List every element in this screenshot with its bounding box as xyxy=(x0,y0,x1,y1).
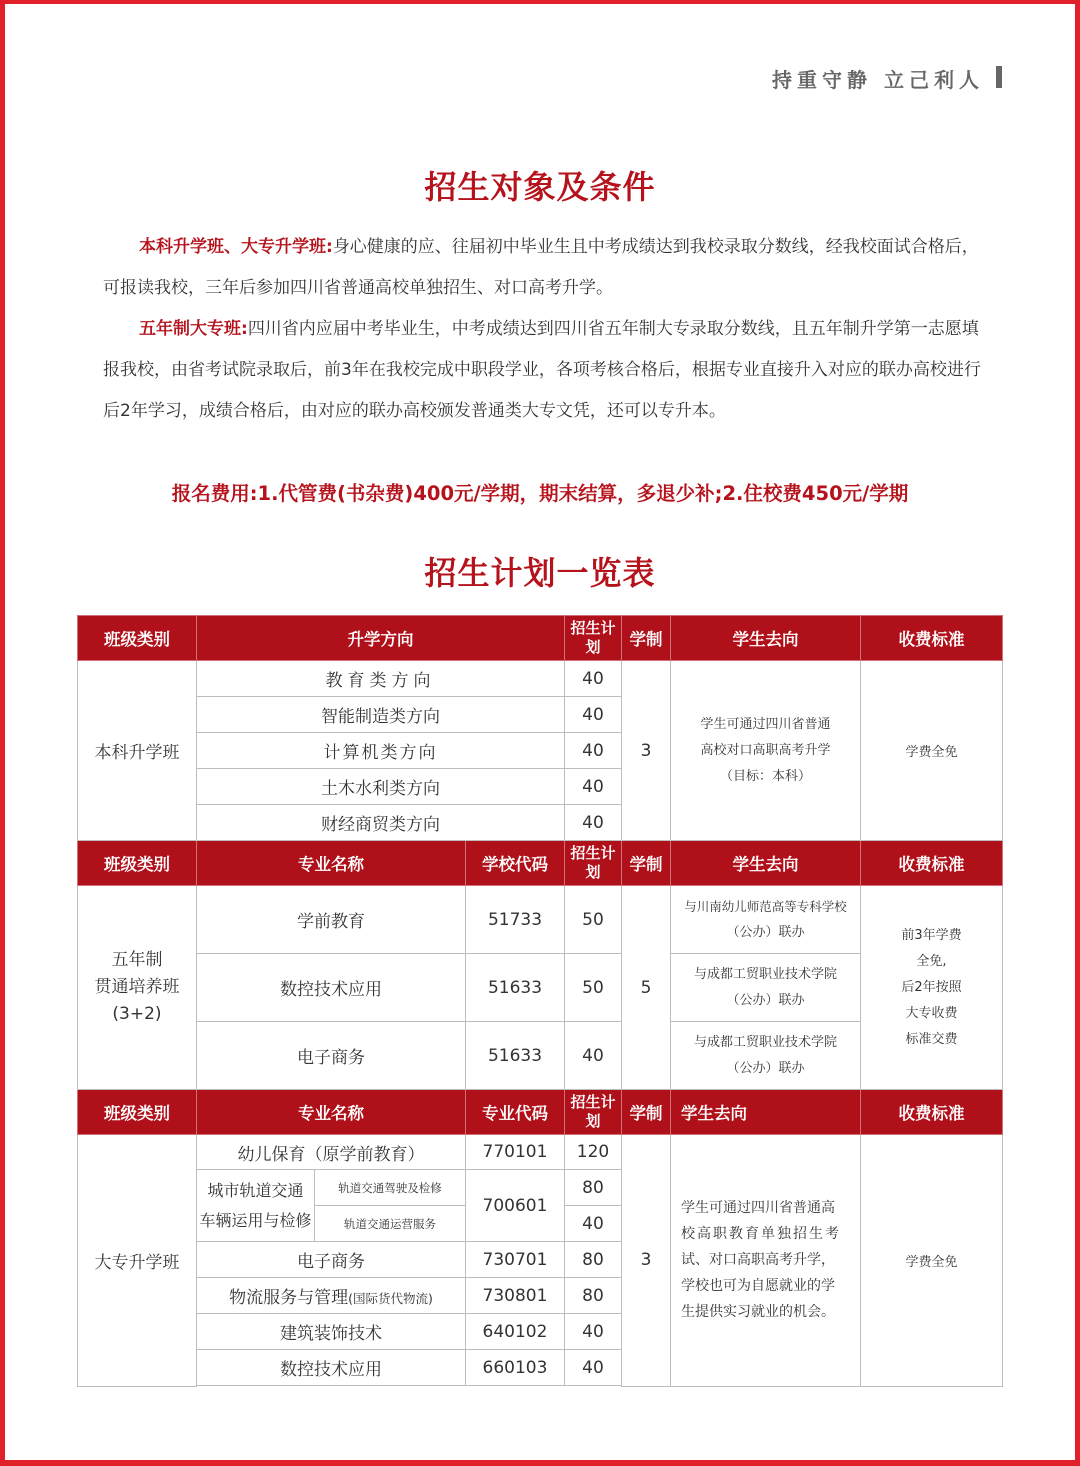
plan-cell: 40 xyxy=(565,661,622,697)
direction-cell: 计算机类方向 xyxy=(197,733,565,769)
header-years: 学制 xyxy=(622,616,671,661)
table-row xyxy=(78,1135,1003,1170)
class-type-cell xyxy=(78,886,197,1090)
header-major: 专业名称 xyxy=(197,1090,466,1135)
header-years: 学制 xyxy=(622,1090,671,1135)
header-plan: 招生计划 xyxy=(565,841,622,886)
school-motto: 持重守静 立己利人 xyxy=(772,68,984,92)
spacer-cell xyxy=(197,1386,466,1387)
destination-cell xyxy=(671,661,861,841)
class-type-cell: 大专升学班 xyxy=(78,1135,197,1387)
rail-major-name xyxy=(197,1170,315,1241)
destination-line: 学生可通过四川省普通 xyxy=(700,716,831,732)
direction-cell: 财经商贸类方向 xyxy=(197,805,565,841)
rail-major-cell xyxy=(197,1170,466,1242)
code-cell: 730801 xyxy=(466,1278,565,1314)
years-cell: 3 xyxy=(622,661,671,841)
table-header-row xyxy=(78,1090,1003,1135)
header-major: 专业名称 xyxy=(197,841,466,886)
direction-cell: 土木水利类方向 xyxy=(197,769,565,805)
paragraph-bachelor-college-class xyxy=(103,227,983,309)
class-type-cell: 本科升学班 xyxy=(78,661,197,841)
fee-cell: 学费全免 xyxy=(861,661,1003,841)
fee-line: 后2年按照 xyxy=(901,979,962,995)
code-cell: 700601 xyxy=(466,1170,565,1242)
plan-cell: 80 xyxy=(565,1242,622,1278)
header-years: 学制 xyxy=(622,841,671,886)
destination-cell xyxy=(671,1135,861,1387)
header-class-type: 班级类别 xyxy=(78,1090,197,1135)
rail-major-line: 车辆运用与检修 xyxy=(199,1210,312,1230)
major-cell: 建筑装饰技术 xyxy=(197,1314,466,1350)
destination-line: 校高职教育单独招生考 xyxy=(681,1226,841,1243)
paragraph-five-year-class xyxy=(103,309,983,432)
section-title-admission-conditions: 招生对象及条件 xyxy=(424,168,656,206)
plan-cell: 40 xyxy=(565,1314,622,1350)
code-cell: 51633 xyxy=(466,1022,565,1090)
paragraph-text: 身心健康的应、往届初中毕业生且中考成绩达到我校录取分数线，经我校面试合格后，可报读我校，三年后参加四川省普通高校单独招生、对口高考升学。 xyxy=(103,237,979,298)
plan-cell: 40 xyxy=(565,769,622,805)
destination-line: 与川南幼儿师范高等专科学校 xyxy=(684,898,847,914)
rail-sub-direction: 轨道交通驾驶及检修 xyxy=(315,1170,465,1206)
paragraph-lead: 本科升学班、大专升学班: xyxy=(139,237,333,257)
destination-cell xyxy=(671,1022,861,1090)
code-cell: 660103 xyxy=(466,1350,565,1386)
plan-cell: 40 xyxy=(565,1022,622,1090)
plan-cell: 40 xyxy=(565,733,622,769)
major-note: (国际货代物流) xyxy=(348,1291,433,1306)
header-class-type: 班级类别 xyxy=(78,616,197,661)
destination-line: （目标：本科） xyxy=(719,768,811,784)
header-class-type: 班级类别 xyxy=(78,841,197,886)
enrollment-plan-table xyxy=(77,615,1003,1387)
plan-cell: 50 xyxy=(565,886,622,954)
header-major-code: 专业代码 xyxy=(466,1090,565,1135)
class-type-line: 五年制 xyxy=(111,950,163,970)
years-cell: 5 xyxy=(622,886,671,1090)
major-cell: 幼儿保育（原学前教育） xyxy=(197,1135,466,1170)
rail-sub-direction: 轨道交通运营服务 xyxy=(344,1216,436,1231)
header-destination: 学生去向 xyxy=(671,1090,861,1135)
table-row xyxy=(78,661,1003,697)
plan-cell: 40 xyxy=(565,1206,622,1242)
destination-line: （公办）联办 xyxy=(726,924,805,940)
destination-line: 试、对口高职高考升学， xyxy=(681,1252,835,1269)
plan-cell: 40 xyxy=(565,697,622,733)
header-direction: 升学方向 xyxy=(197,616,565,661)
header-fee: 收费标准 xyxy=(861,616,1003,661)
destination-line: （公办）联办 xyxy=(726,992,805,1008)
major-cell xyxy=(197,1278,466,1314)
destination-cell xyxy=(671,954,861,1022)
major-cell: 数控技术应用 xyxy=(197,1350,466,1386)
destination-line: 学校也可为自愿就业的学 xyxy=(681,1278,835,1295)
destination-line: 与成都工贸职业技术学院 xyxy=(693,1034,837,1050)
plan-cell: 120 xyxy=(565,1135,622,1170)
major-cell: 学前教育 xyxy=(197,886,466,954)
registration-fee-note: 报名费用:1.代管费(书杂费)400元/学期，期末结算，多退少补;2.住校费450元/学期 xyxy=(171,482,909,505)
motto-bar-decoration xyxy=(996,66,1002,88)
header-plan: 招生计划 xyxy=(565,616,622,661)
header-plan: 招生计划 xyxy=(565,1090,622,1135)
destination-line: 高校对口高职高考升学 xyxy=(700,742,831,758)
paragraph-text: 四川省内应届中考毕业生，中考成绩达到四川省五年制大专录取分数线，且五年制升学第一志愿填报我校，由省考试院录取后，前3年在我校完成中职段学业，各项考核合格后，根据专业直接升入对应的联办高校进行后2年学习，成绩合格后，由对应的联办高校颁发普通类大专文凭，还可以专升本。 xyxy=(103,319,981,421)
major-name: 物流服务与管理 xyxy=(229,1288,349,1308)
table-row xyxy=(78,886,1003,954)
direction-cell: 智能制造类方向 xyxy=(197,697,565,733)
fee-line: 全免, xyxy=(916,953,947,969)
destination-cell xyxy=(671,886,861,954)
table-header-row xyxy=(78,616,1003,661)
rail-sub-directions xyxy=(315,1170,465,1241)
fee-cell: 学费全免 xyxy=(861,1135,1003,1387)
code-cell: 640102 xyxy=(466,1314,565,1350)
plan-cell: 80 xyxy=(565,1278,622,1314)
table-header-row xyxy=(78,841,1003,886)
header-school-code: 学校代码 xyxy=(466,841,565,886)
destination-line: 生提供实习就业的机会。 xyxy=(681,1304,835,1321)
code-cell: 730701 xyxy=(466,1242,565,1278)
header-fee: 收费标准 xyxy=(861,1090,1003,1135)
class-type-line: (3+2) xyxy=(112,1004,162,1024)
code-cell: 770101 xyxy=(466,1135,565,1170)
fee-cell xyxy=(861,886,1003,1090)
class-type-line: 贯通培养班 xyxy=(94,977,180,997)
major-cell: 数控技术应用 xyxy=(197,954,466,1022)
paragraph-lead: 五年制大专班: xyxy=(139,319,248,339)
plan-cell: 40 xyxy=(565,1350,622,1386)
years-cell: 3 xyxy=(622,1135,671,1387)
code-cell: 51633 xyxy=(466,954,565,1022)
major-cell: 电子商务 xyxy=(197,1242,466,1278)
header-destination: 学生去向 xyxy=(671,841,861,886)
plan-cell: 80 xyxy=(565,1170,622,1206)
major-cell: 电子商务 xyxy=(197,1022,466,1090)
rail-major-line: 城市轨道交通 xyxy=(207,1180,304,1200)
plan-cell: 40 xyxy=(565,805,622,841)
plan-cell: 50 xyxy=(565,954,622,1022)
fee-line: 标准交费 xyxy=(905,1031,958,1047)
destination-line: 学生可通过四川省普通高 xyxy=(681,1200,835,1217)
fee-line: 前3年学费 xyxy=(901,927,962,943)
fee-line: 大专收费 xyxy=(905,1005,958,1021)
destination-line: 与成都工贸职业技术学院 xyxy=(693,966,837,982)
code-cell: 51733 xyxy=(466,886,565,954)
header-fee: 收费标准 xyxy=(861,841,1003,886)
direction-cell: 教育类方向 xyxy=(197,661,565,697)
header-destination: 学生去向 xyxy=(671,616,861,661)
destination-line: （公办）联办 xyxy=(726,1060,805,1076)
section-title-enrollment-plan: 招生计划一览表 xyxy=(424,554,656,592)
